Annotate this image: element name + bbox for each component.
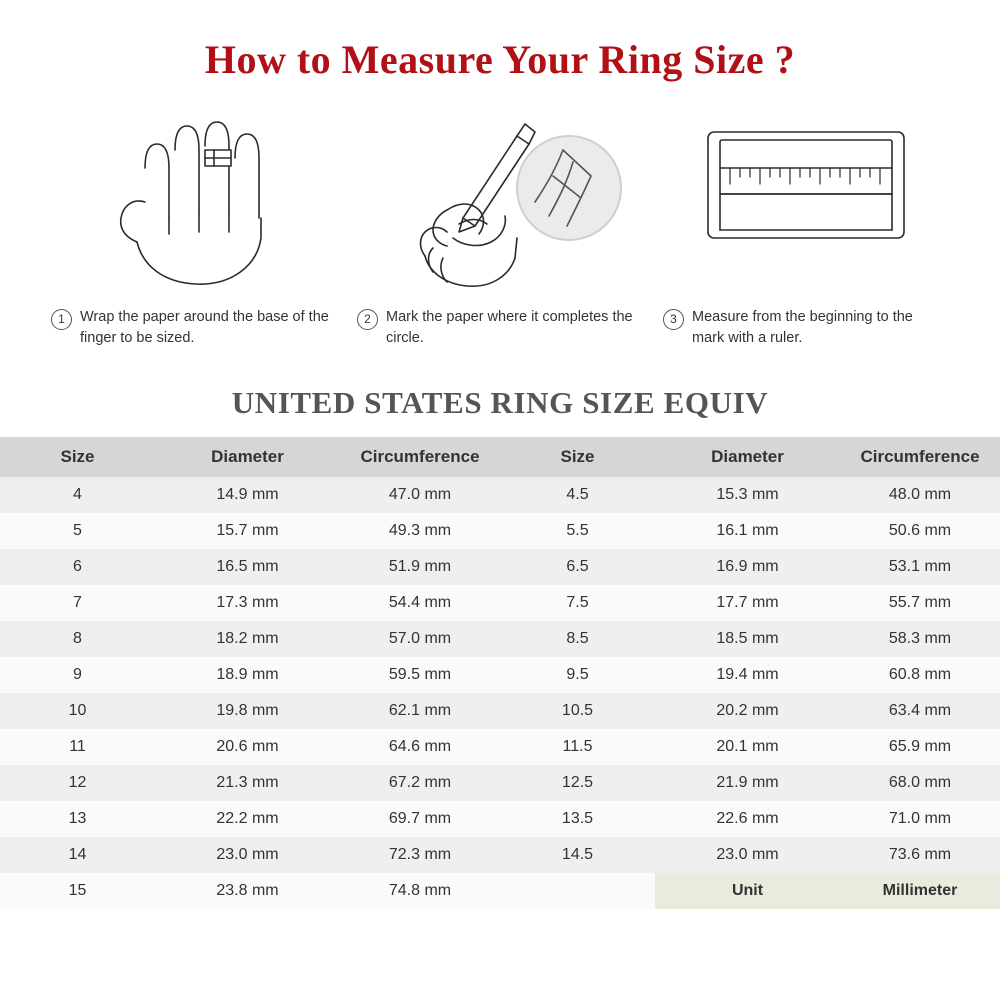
cell-size-right: 11.5: [500, 729, 655, 765]
step-2-text: Mark the paper where it completes the circle.: [386, 309, 633, 346]
column-header-diameter-right: Diameter: [655, 437, 840, 477]
cell-circumference-right: 63.4 mm: [840, 693, 1000, 729]
cell-circumference-left: 64.6 mm: [340, 729, 500, 765]
cell-diameter-left: 15.7 mm: [155, 513, 340, 549]
cell-size-left: 5: [0, 513, 155, 549]
cell-circumference-left: 69.7 mm: [340, 801, 500, 837]
column-header-diameter-left: Diameter: [155, 437, 340, 477]
cell-size-left: 4: [0, 477, 155, 513]
cell-size-right: 12.5: [500, 765, 655, 801]
column-header-size-left: Size: [0, 437, 155, 477]
cell-diameter-left: 23.0 mm: [155, 837, 340, 873]
cell-diameter-right: 17.7 mm: [655, 585, 840, 621]
cell-size-right: 4.5: [500, 477, 655, 513]
hand-marking-paper-icon: [350, 101, 650, 291]
cell-size-right: 8.5: [500, 621, 655, 657]
table-row: [0, 585, 1000, 621]
cell-circumference-left: 51.9 mm: [340, 549, 500, 585]
cell-size-right: 5.5: [500, 513, 655, 549]
cell-circumference-left: 57.0 mm: [340, 621, 500, 657]
cell-size-right: [500, 873, 655, 909]
cell-size-right: 9.5: [500, 657, 655, 693]
cell-size-right: 13.5: [500, 801, 655, 837]
cell-diameter-right: 23.0 mm: [655, 837, 840, 873]
step-2-number: 2: [357, 309, 378, 330]
column-header-size-right: Size: [500, 437, 655, 477]
table-row: [0, 765, 1000, 801]
cell-diameter-right: 22.6 mm: [655, 801, 840, 837]
cell-diameter-left: 22.2 mm: [155, 801, 340, 837]
cell-size-left: 13: [0, 801, 155, 837]
cell-diameter-right: 15.3 mm: [655, 477, 840, 513]
step-3-number: 3: [663, 309, 684, 330]
step-1-number: 1: [51, 309, 72, 330]
hand-with-paper-strip-icon: [44, 101, 344, 291]
steps-illustrations: [0, 101, 1000, 349]
step-2-caption: [357, 307, 643, 349]
cell-diameter-left: 17.3 mm: [155, 585, 340, 621]
cell-size-left: 15: [0, 873, 155, 909]
cell-diameter-right: 16.1 mm: [655, 513, 840, 549]
ruler-measuring-paper-icon: [656, 101, 956, 291]
cell-circumference-right: 53.1 mm: [840, 549, 1000, 585]
cell-circumference-left: 47.0 mm: [340, 477, 500, 513]
cell-circumference-left: 67.2 mm: [340, 765, 500, 801]
table-row: [0, 801, 1000, 837]
cell-circumference-left: 62.1 mm: [340, 693, 500, 729]
cell-size-right: 7.5: [500, 585, 655, 621]
table-row: [0, 549, 1000, 585]
cell-size-right: 10.5: [500, 693, 655, 729]
table-row: [0, 837, 1000, 873]
cell-size-left: 8: [0, 621, 155, 657]
table-row: [0, 513, 1000, 549]
cell-diameter-left: 19.8 mm: [155, 693, 340, 729]
cell-diameter-left: 23.8 mm: [155, 873, 340, 909]
table-row: [0, 657, 1000, 693]
table-header-row: [0, 437, 1000, 477]
cell-circumference-right: 60.8 mm: [840, 657, 1000, 693]
cell-size-left: 6: [0, 549, 155, 585]
cell-circumference-right: 48.0 mm: [840, 477, 1000, 513]
table-row: [0, 729, 1000, 765]
cell-circumference-right: 71.0 mm: [840, 801, 1000, 837]
cell-unit-value: Millimeter: [840, 873, 1000, 909]
cell-diameter-right: 20.2 mm: [655, 693, 840, 729]
step-3-caption: [663, 307, 949, 349]
cell-size-left: 10: [0, 693, 155, 729]
cell-size-left: 12: [0, 765, 155, 801]
cell-size-right: 6.5: [500, 549, 655, 585]
cell-circumference-right: 65.9 mm: [840, 729, 1000, 765]
cell-circumference-right: 73.6 mm: [840, 837, 1000, 873]
cell-diameter-left: 20.6 mm: [155, 729, 340, 765]
cell-circumference-right: 68.0 mm: [840, 765, 1000, 801]
cell-diameter-left: 18.9 mm: [155, 657, 340, 693]
step-1: [41, 101, 347, 349]
cell-diameter-right: 18.5 mm: [655, 621, 840, 657]
cell-circumference-right: 58.3 mm: [840, 621, 1000, 657]
ring-size-table: [0, 437, 1000, 909]
cell-circumference-right: 55.7 mm: [840, 585, 1000, 621]
page-title: How to Measure Your Ring Size ?: [204, 37, 796, 82]
cell-size-left: 9: [0, 657, 155, 693]
cell-size-left: 11: [0, 729, 155, 765]
cell-size-left: 14: [0, 837, 155, 873]
cell-circumference-left: 49.3 mm: [340, 513, 500, 549]
step-3: [653, 101, 959, 349]
cell-circumference-left: 74.8 mm: [340, 873, 500, 909]
cell-unit-label: Unit: [655, 873, 840, 909]
cell-diameter-right: 21.9 mm: [655, 765, 840, 801]
step-2: [347, 101, 653, 349]
table-row: [0, 477, 1000, 513]
table-caption: UNITED STATES RING SIZE EQUIV: [231, 385, 769, 420]
column-header-circumference-right: Circumference: [840, 437, 1000, 477]
cell-diameter-left: 14.9 mm: [155, 477, 340, 513]
cell-circumference-right: 50.6 mm: [840, 513, 1000, 549]
cell-diameter-right: 20.1 mm: [655, 729, 840, 765]
column-header-circumference-left: Circumference: [340, 437, 500, 477]
cell-size-left: 7: [0, 585, 155, 621]
cell-circumference-left: 59.5 mm: [340, 657, 500, 693]
step-3-text: Measure from the beginning to the mark with a ruler.: [692, 309, 913, 346]
cell-size-right: 14.5: [500, 837, 655, 873]
step-1-text: Wrap the paper around the base of the finger to be sized.: [80, 309, 329, 346]
cell-diameter-right: 16.9 mm: [655, 549, 840, 585]
cell-circumference-left: 54.4 mm: [340, 585, 500, 621]
cell-diameter-left: 16.5 mm: [155, 549, 340, 585]
cell-diameter-left: 18.2 mm: [155, 621, 340, 657]
table-row: [0, 621, 1000, 657]
table-row-unit: [0, 873, 1000, 909]
cell-diameter-right: 19.4 mm: [655, 657, 840, 693]
step-1-caption: [51, 307, 337, 349]
cell-diameter-left: 21.3 mm: [155, 765, 340, 801]
cell-circumference-left: 72.3 mm: [340, 837, 500, 873]
table-row: [0, 693, 1000, 729]
